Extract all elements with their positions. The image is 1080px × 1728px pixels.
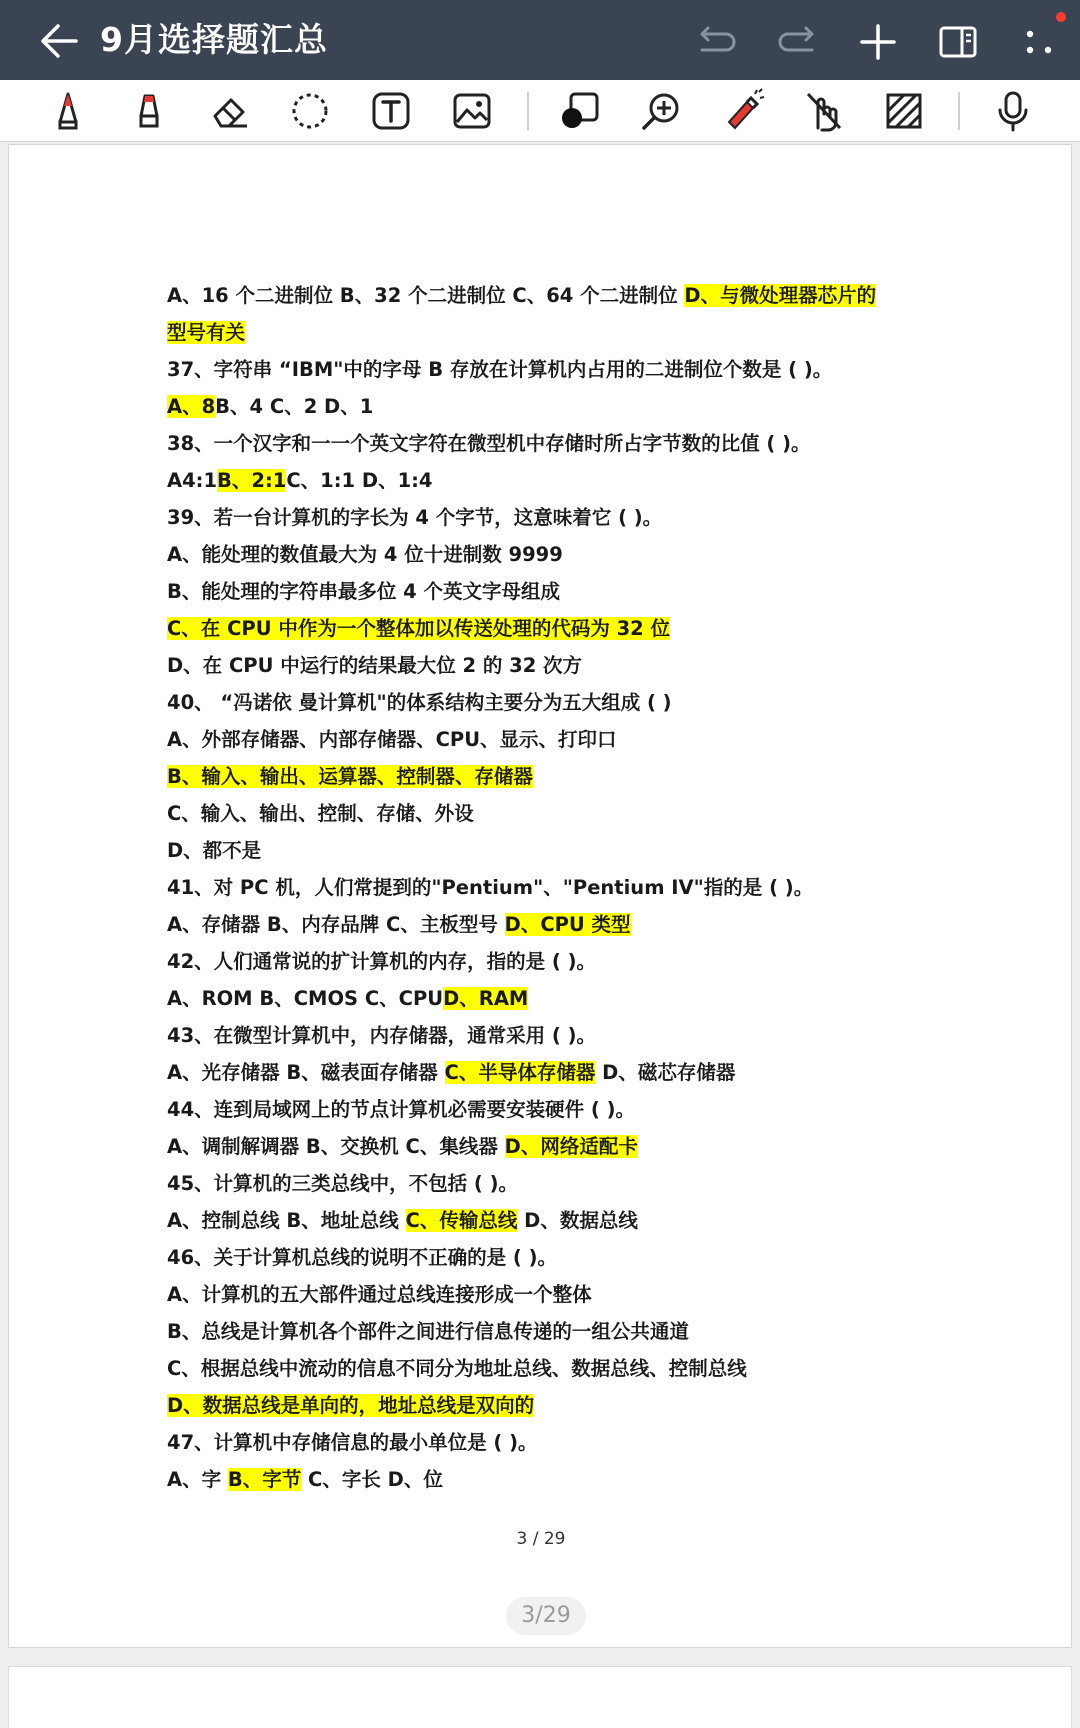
highlighted-answer: B、输入、输出、运算器、控制器、存储器 — [167, 765, 533, 788]
text-segment: 45、计算机的三类总线中，不包括 ( )。 — [167, 1172, 519, 1195]
pen-icon[interactable] — [45, 88, 91, 134]
more-options-icon[interactable] — [1018, 20, 1062, 64]
text-segment: A、调制解调器 B、交换机 C、集线器 — [167, 1135, 505, 1158]
text-segment: D、都不是 — [167, 839, 262, 862]
highlighter-icon[interactable] — [126, 88, 172, 134]
toolbar-divider — [958, 92, 960, 130]
text-segment: A、16 个二进制位 B、32 个二进制位 C、64 个二进制位 — [167, 284, 685, 307]
highlighted-answer: B、字节 — [227, 1468, 302, 1491]
text-line — [167, 1461, 987, 1498]
text-line — [167, 684, 987, 721]
text-segment: D、磁芯存储器 — [595, 1061, 736, 1084]
text-segment: 42、人们通常说的扩计算机的内存，指的是 ( )。 — [167, 950, 597, 973]
page-footer-number: 3 / 29 — [516, 1529, 566, 1549]
text-box-icon[interactable] — [368, 88, 414, 134]
add-page-icon[interactable] — [856, 20, 900, 64]
text-line — [167, 1054, 987, 1091]
laser-pointer-icon[interactable] — [719, 88, 765, 134]
text-line — [167, 573, 987, 610]
text-line — [167, 610, 987, 647]
text-segment: 41、对 PC 机，人们常提到的"Pentium"、"Pentium IV"指的是 ( )。 — [167, 876, 814, 899]
text-line — [167, 277, 987, 314]
text-segment: A、控制总线 B、地址总线 — [167, 1209, 406, 1232]
text-segment: D、数据总线 — [517, 1209, 638, 1232]
drawing-toolbar — [0, 80, 1080, 142]
text-line — [167, 869, 987, 906]
text-line — [167, 1017, 987, 1054]
eraser-icon[interactable] — [207, 88, 253, 134]
page-indicator-badge: 3/29 — [506, 1597, 586, 1635]
text-segment: A、外部存储器、内部存储器、CPU、显示、打印口 — [167, 728, 617, 751]
text-line — [167, 721, 987, 758]
text-segment: 40、 “冯诺依 曼计算机"的体系结构主要分为五大组成 ( ) — [167, 691, 672, 714]
image-icon[interactable] — [449, 88, 495, 134]
highlighted-answer: B、2:1 — [217, 469, 287, 492]
highlighted-answer: C、传输总线 — [405, 1209, 518, 1232]
text-segment: 46、关于计算机总线的说明不正确的是 ( )。 — [167, 1246, 558, 1269]
page-content — [167, 277, 987, 1498]
app-bar — [0, 0, 1080, 80]
text-segment: D、在 CPU 中运行的结果最大位 2 的 32 次方 — [167, 654, 583, 677]
lasso-icon[interactable] — [287, 88, 333, 134]
text-line — [167, 1128, 987, 1165]
text-segment: A、光存储器 B、磁表面存储器 — [167, 1061, 445, 1084]
back-arrow-icon[interactable] — [36, 18, 84, 64]
text-line — [167, 1202, 987, 1239]
text-segment: A、计算机的五大部件通过总线连接形成一个整体 — [167, 1283, 592, 1306]
undo-icon[interactable] — [694, 20, 738, 64]
split-view-icon[interactable] — [936, 20, 980, 64]
highlighted-answer: A、8 — [167, 395, 216, 418]
microphone-icon[interactable] — [990, 88, 1036, 134]
text-line — [167, 499, 987, 536]
document-page[interactable] — [8, 144, 1072, 1648]
text-segment: C、字长 D、位 — [301, 1468, 443, 1491]
text-line — [167, 1091, 987, 1128]
text-line — [167, 1424, 987, 1461]
finger-draw-icon[interactable] — [800, 88, 846, 134]
toolbar-divider — [527, 92, 529, 130]
text-segment: A、存储器 B、内存品牌 C、主板型号 — [167, 913, 505, 936]
text-segment: C、根据总线中流动的信息不同分为地址总线、数据总线、控制总线 — [167, 1357, 747, 1380]
text-segment: A、ROM B、CMOS C、CPU — [167, 987, 444, 1010]
text-line — [167, 1239, 987, 1276]
text-line — [167, 1313, 987, 1350]
text-line — [167, 980, 987, 1017]
text-segment: 38、一个汉字和一一个英文字符在微型机中存储时所占字节数的比值 ( )。 — [167, 432, 811, 455]
text-line — [167, 795, 987, 832]
text-segment: C、输入、输出、控制、存储、外设 — [167, 802, 474, 825]
text-line — [167, 351, 987, 388]
highlighted-answer: D、网络适配卡 — [504, 1135, 638, 1158]
text-segment: 39、若一台计算机的字长为 4 个字节，这意味着它 ( )。 — [167, 506, 663, 529]
text-segment: A、字 — [167, 1468, 228, 1491]
highlighted-answer: D、RAM — [443, 987, 529, 1010]
text-segment: B、能处理的字符串最多位 4 个英文字母组成 — [167, 580, 561, 603]
text-segment: 37、字符串 “IBM"中的字母 B 存放在计算机内占用的二进制位个数是 ( )。 — [167, 358, 833, 381]
highlighted-answer: 型号有关 — [167, 321, 246, 344]
text-line — [167, 832, 987, 869]
text-segment: A、能处理的数值最大为 4 位十进制数 9999 — [167, 543, 563, 566]
text-line — [167, 425, 987, 462]
text-line — [167, 758, 987, 795]
text-segment: B、4 C、2 D、1 — [215, 395, 374, 418]
highlighted-answer: C、半导体存储器 — [444, 1061, 596, 1084]
zoom-in-icon[interactable] — [638, 88, 684, 134]
redo-icon[interactable] — [776, 20, 820, 64]
hatch-fill-icon[interactable] — [881, 88, 927, 134]
text-line — [167, 388, 987, 425]
highlighted-answer: C、在 CPU 中作为一个整体加以传送处理的代码为 32 位 — [167, 617, 671, 640]
shape-icon[interactable] — [557, 88, 603, 134]
text-line — [167, 462, 987, 499]
text-line — [167, 536, 987, 573]
highlighted-answer: D、与微处理器芯片的 — [684, 284, 877, 307]
text-segment: B、总线是计算机各个部件之间进行信息传递的一组公共通道 — [167, 1320, 689, 1343]
text-line — [167, 647, 987, 684]
text-line — [167, 1350, 987, 1387]
highlighted-answer: D、CPU 类型 — [504, 913, 631, 936]
text-segment: 43、在微型计算机中，内存储器，通常采用 ( )。 — [167, 1024, 597, 1047]
next-document-page[interactable] — [8, 1666, 1072, 1728]
text-line — [167, 906, 987, 943]
text-line — [167, 943, 987, 980]
document-title: 9月选择题汇总 — [100, 20, 328, 59]
highlighted-answer: D、数据总线是单向的，地址总线是双向的 — [167, 1394, 535, 1417]
text-segment: 47、计算机中存储信息的最小单位是 ( )。 — [167, 1431, 538, 1454]
text-line — [167, 1387, 987, 1424]
text-line — [167, 1276, 987, 1313]
text-line — [167, 1165, 987, 1202]
text-line — [167, 314, 987, 351]
text-segment: 44、连到局域网上的节点计算机必需要安装硬件 ( )。 — [167, 1098, 636, 1121]
text-segment: A4:1 — [167, 469, 218, 492]
notification-dot — [1056, 12, 1066, 22]
text-segment: C、1:1 D、1:4 — [286, 469, 433, 492]
